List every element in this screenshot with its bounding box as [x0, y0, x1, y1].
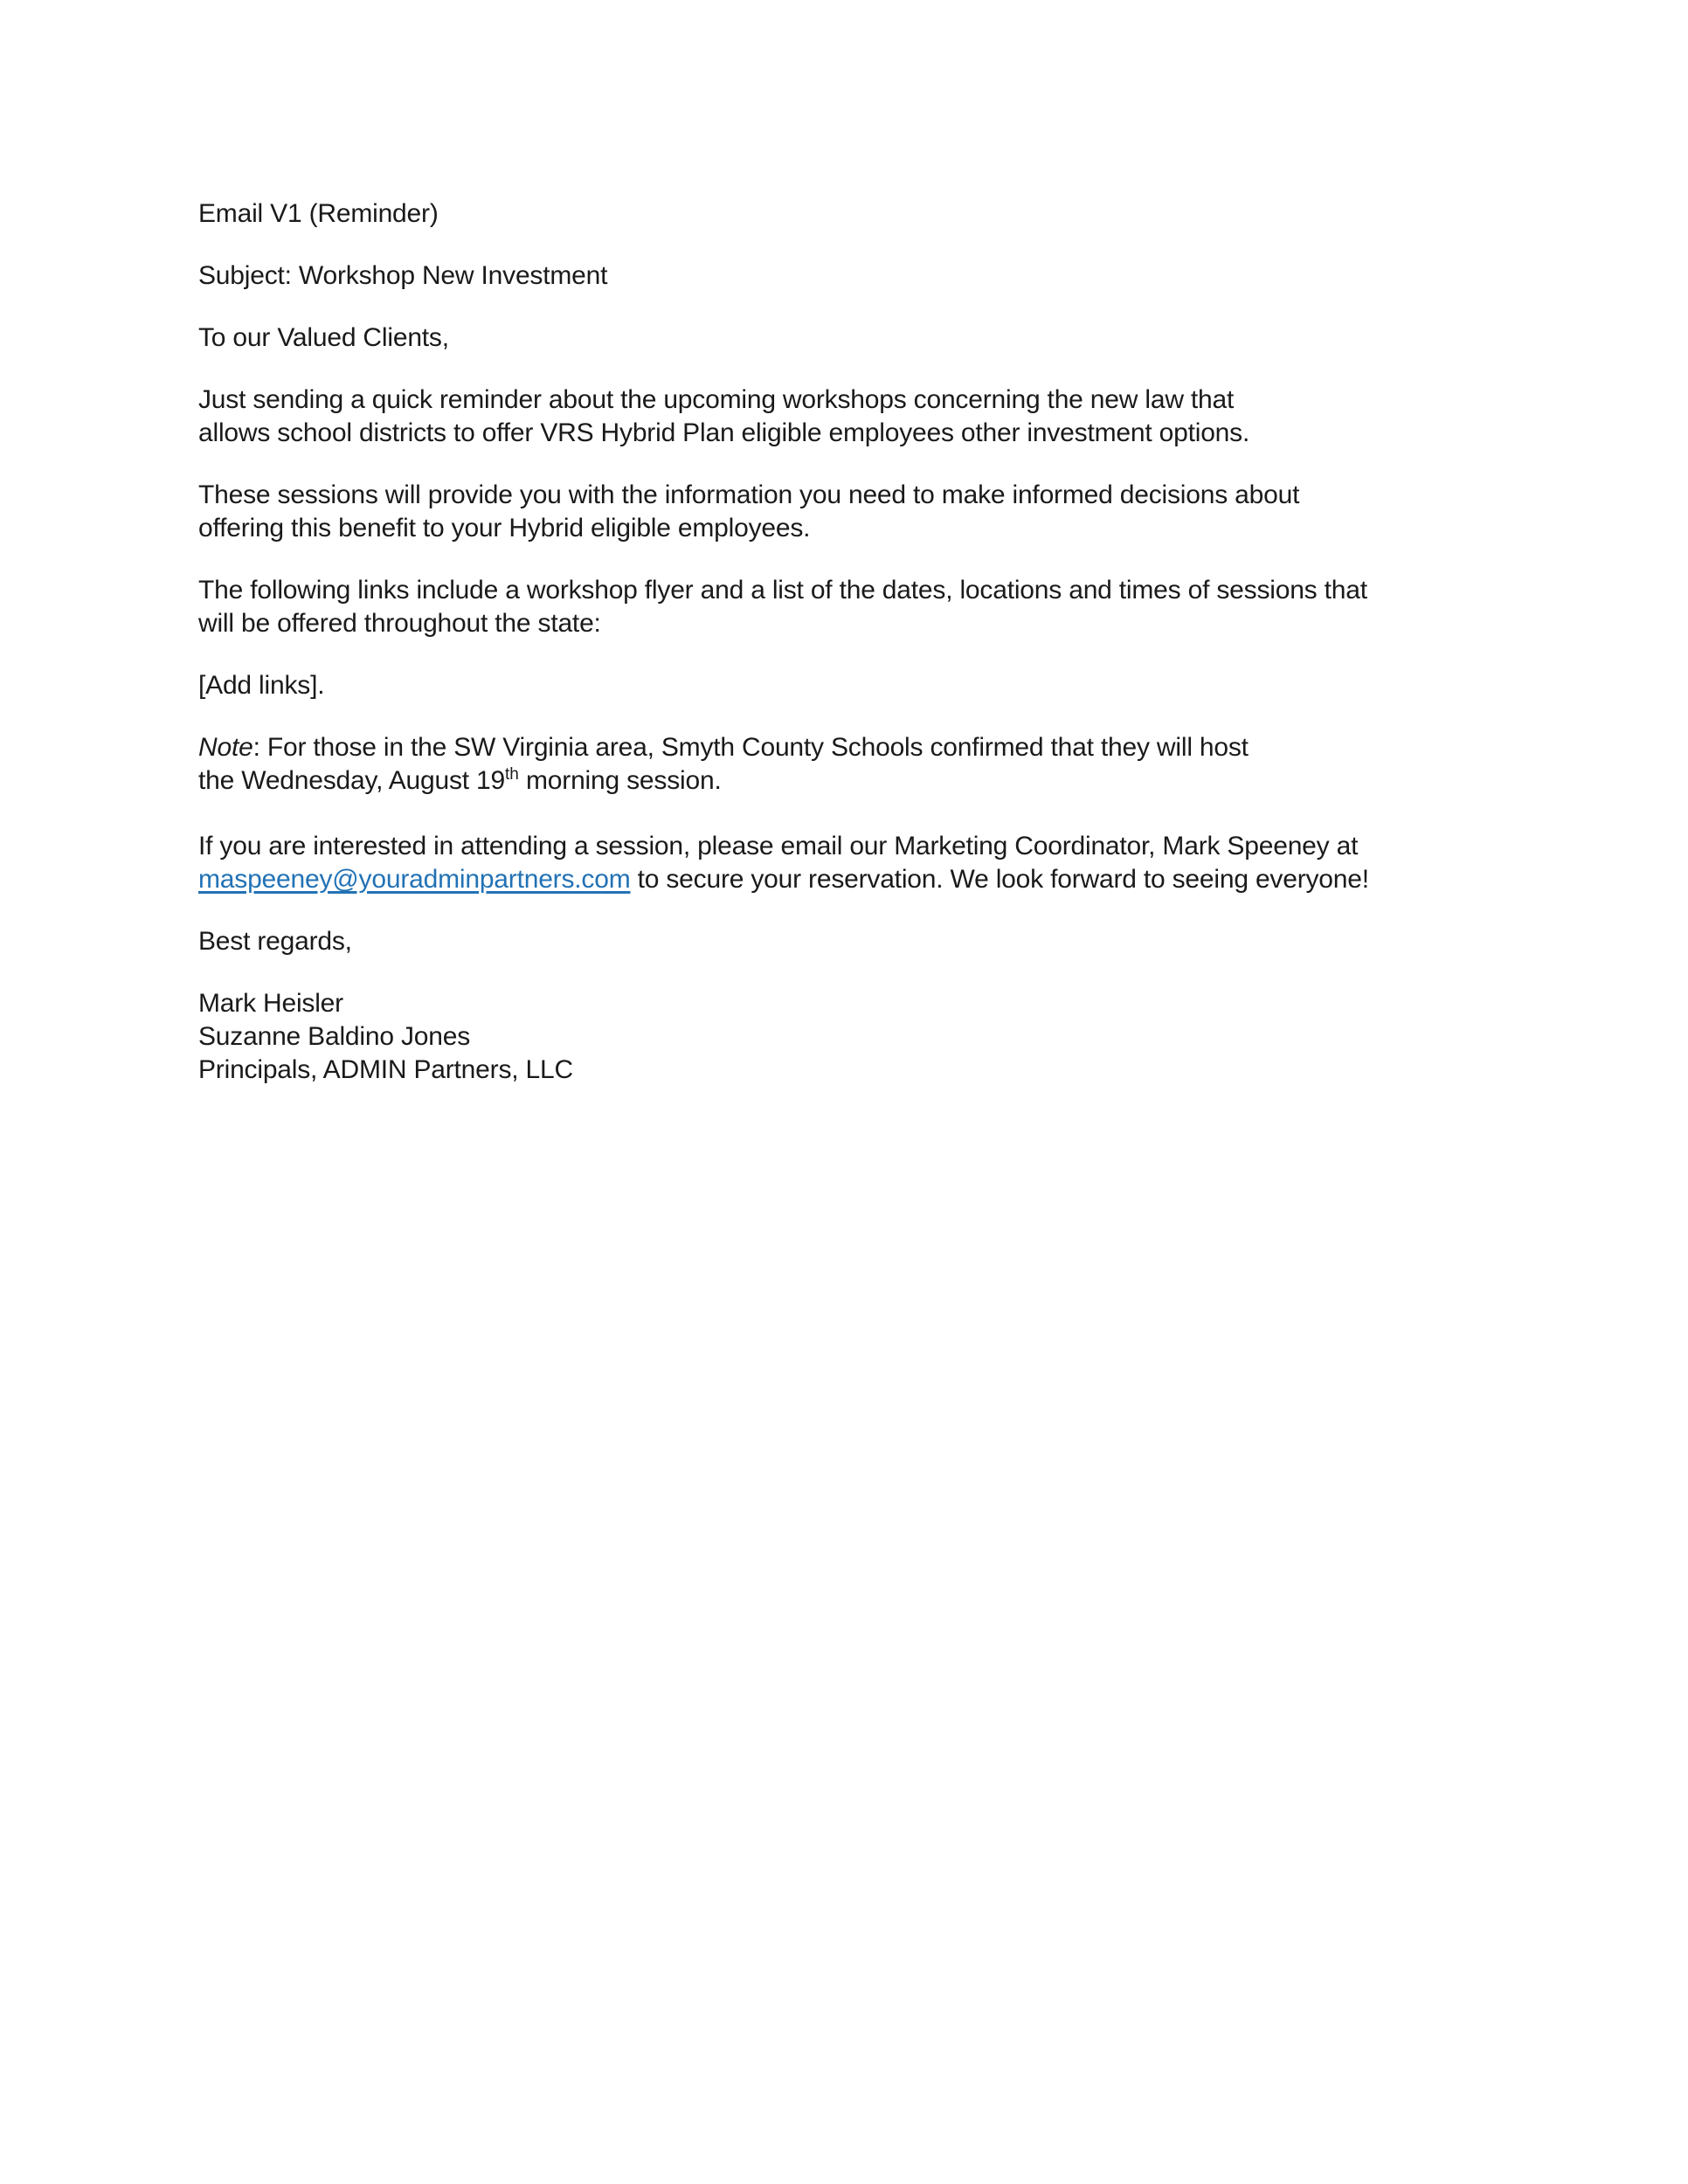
sessions-line-1: These sessions will provide you with the information you need to make informed decisions about	[198, 480, 1300, 509]
salutation-paragraph	[198, 321, 1491, 355]
cta-line-1: If you are interested in attending a session, please email our Marketing Coordinator, Mark Speeney at	[198, 832, 1359, 860]
email-link[interactable]: maspeeney@youradminpartners.com	[198, 865, 631, 894]
add-links-paragraph	[198, 669, 1491, 702]
subject-paragraph	[198, 259, 1491, 293]
sessions-line-2: offering this benefit to your Hybrid eligible employees.	[198, 514, 811, 543]
closing-paragraph	[198, 925, 1491, 958]
note-line-2-pre: the Wednesday, August 19	[198, 766, 506, 795]
note-line-2	[198, 764, 1491, 801]
doc-header-paragraph	[198, 197, 1491, 231]
links-info-paragraph	[198, 574, 1491, 640]
links-info-line-2: will be offered throughout the state:	[198, 609, 601, 638]
signature-block	[198, 987, 1491, 1087]
signature-title: Principals, ADMIN Partners, LLC	[198, 1055, 573, 1084]
salutation-line: To our Valued Clients,	[198, 323, 449, 352]
cta-paragraph	[198, 830, 1491, 896]
note-label-italic: Note	[198, 733, 253, 762]
closing-line: Best regards,	[198, 927, 352, 956]
sessions-paragraph	[198, 479, 1491, 545]
add-links-placeholder: [Add links].	[198, 671, 325, 700]
reminder-paragraph	[198, 384, 1491, 450]
subject-line: Subject: Workshop New Investment	[198, 261, 608, 290]
note-line-1-text: : For those in the SW Virginia area, Smyth County Schools confirmed that they will host	[253, 733, 1249, 762]
document-page	[198, 197, 1491, 1116]
cta-line-2-text: to secure your reservation. We look forward to seeing everyone!	[630, 865, 1369, 894]
signature-name-2: Suzanne Baldino Jones	[198, 1022, 471, 1051]
note-line-1	[198, 731, 1491, 764]
cta-line-2	[198, 863, 1491, 896]
note-paragraph	[198, 731, 1491, 801]
ordinal-superscript: th	[505, 765, 519, 784]
signature-name-1: Mark Heisler	[198, 989, 343, 1018]
note-line-2-post: morning session.	[518, 766, 722, 795]
doc-header-line: Email V1 (Reminder)	[198, 199, 439, 228]
reminder-line-2: allows school districts to offer VRS Hybrid Plan eligible employees other investment options.	[198, 418, 1250, 447]
links-info-line-1: The following links include a workshop flyer and a list of the dates, locations and times of sessions that	[198, 576, 1367, 605]
reminder-line-1: Just sending a quick reminder about the upcoming workshops concerning the new law that	[198, 385, 1235, 414]
